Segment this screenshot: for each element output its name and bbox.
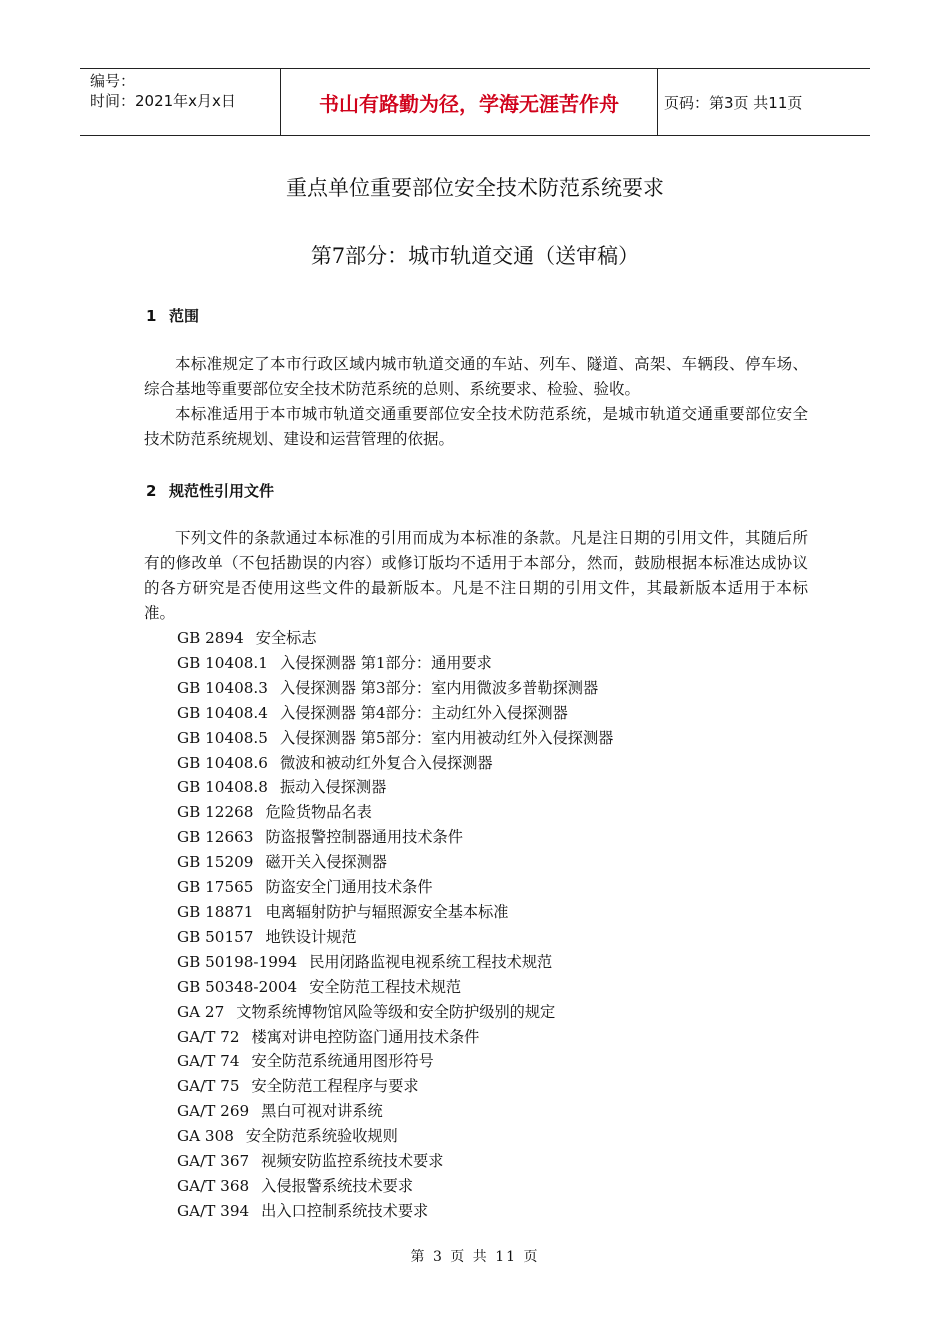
reference-name: 视频安防监控系统技术要求	[261, 1152, 444, 1171]
reference-name: 入侵探测器 第1部分：通用要求	[279, 653, 492, 672]
reference-code: GB 10408.5	[177, 728, 268, 747]
section-1-paragraph-2: 本标准适用于本市城市轨道交通重要部位安全技术防范系统，是城市轨道交通重要部位安全技术防范系统规划、建设和运营管理的依据。	[144, 405, 808, 448]
reference-code: GB 10408.8	[177, 778, 268, 797]
reference-item	[177, 975, 613, 1000]
document-date: 时间：2021年x月x日	[90, 92, 236, 110]
reference-code: GB 10408.6	[177, 753, 268, 772]
section-1-paragraph-1: 本标准规定了本市行政区域内城市轨道交通的车站、列车、隧道、高架、车辆段、停车场、综合基地等重要部位安全技术防范系统的总则、系统要求、检验、验收。	[144, 355, 808, 398]
reference-code: GA/T 75	[177, 1077, 240, 1096]
reference-item	[177, 1199, 613, 1224]
section-number: 1	[146, 307, 157, 325]
reference-name: 防盗安全门通用技术条件	[265, 878, 433, 897]
reference-name: 黑白可视对讲系统	[261, 1102, 383, 1121]
reference-name: 入侵报警系统技术要求	[261, 1176, 414, 1195]
reference-code: GB 50157	[177, 927, 254, 946]
reference-item	[177, 1149, 613, 1174]
reference-item	[177, 1074, 613, 1099]
reference-item	[177, 850, 613, 875]
reference-code: GA 27	[177, 1002, 225, 1021]
reference-code: GB 10408.4	[177, 703, 268, 722]
reference-code: GB 17565	[177, 878, 254, 897]
reference-name: 磁开关入侵探测器	[265, 853, 387, 872]
section-2-heading	[146, 480, 274, 501]
reference-code: GB 12268	[177, 803, 254, 822]
reference-code: GA/T 269	[177, 1102, 250, 1121]
reference-item	[177, 1025, 613, 1050]
reference-name: 危险货物品名表	[265, 803, 372, 822]
reference-code: GA/T 74	[177, 1052, 240, 1071]
page-header	[80, 68, 870, 136]
reference-name: 文物系统博物馆风险等级和安全防护级别的规定	[236, 1002, 556, 1021]
reference-item	[177, 651, 613, 676]
header-page-info: 页码：第3页 共11页	[664, 93, 803, 112]
reference-code: GA/T 367	[177, 1152, 250, 1171]
section-1-heading	[146, 305, 199, 326]
reference-item	[177, 800, 613, 825]
document-subtitle: 第7部分：城市轨道交通（送审稿）	[310, 244, 640, 268]
reference-item	[177, 950, 613, 975]
reference-name: 地铁设计规范	[265, 927, 357, 946]
reference-code: GB 15209	[177, 853, 254, 872]
reference-item	[177, 751, 613, 776]
reference-name: 安全防范系统通用图形符号	[251, 1052, 434, 1071]
reference-name: 安全防范系统验收规则	[245, 1127, 398, 1146]
reference-item	[177, 1124, 613, 1149]
reference-code: GA/T 394	[177, 1201, 250, 1220]
reference-item	[177, 726, 613, 751]
reference-name: 安全防范工程技术规范	[309, 977, 462, 996]
reference-list	[177, 626, 613, 1224]
reference-name: 防盗报警控制器通用技术条件	[265, 828, 463, 847]
document-number-label: 编号：	[90, 72, 136, 90]
reference-name: 入侵探测器 第4部分：主动红外入侵探测器	[279, 703, 568, 722]
reference-item	[177, 626, 613, 651]
section-title: 范围	[169, 307, 200, 325]
reference-item	[177, 1049, 613, 1074]
reference-code: GA/T 72	[177, 1027, 240, 1046]
reference-name: 入侵探测器 第3部分：室内用微波多普勒探测器	[279, 678, 599, 697]
reference-code: GB 2894	[177, 629, 244, 647]
reference-item	[177, 925, 613, 950]
section-2-intro: 下列文件的条款通过本标准的引用而成为本标准的条款。凡是注日期的引用文件，其随后所有的修改单（不包括勘误的内容）或修订版均不适用于本部分，然而，鼓励根据本标准达成协议的各方研究是否使用这些文件的最新版本。凡是不注日期的引用文件，其最新版本适用于本标准。	[144, 529, 808, 622]
reference-name: 民用闭路监视电视系统工程技术规范	[309, 952, 553, 971]
reference-name: 安全防范工程程序与要求	[251, 1077, 419, 1096]
reference-item	[177, 1000, 613, 1025]
reference-code: GA/T 368	[177, 1176, 250, 1195]
reference-code: GB 10408.1	[177, 653, 268, 672]
reference-name: 楼寓对讲电控防盗门通用技术条件	[251, 1027, 480, 1046]
reference-name: 入侵探测器 第5部分：室内用被动红外入侵探测器	[279, 728, 614, 747]
reference-name: 振动入侵探测器	[279, 778, 387, 797]
reference-code: GB 12663	[177, 828, 254, 847]
reference-item	[177, 676, 613, 701]
reference-name: 出入口控制系统技术要求	[261, 1201, 429, 1220]
header-meta	[80, 69, 280, 135]
reference-item	[177, 1174, 613, 1199]
document-title: 重点单位重要部位安全技术防范系统要求	[286, 176, 664, 200]
reference-name: 微波和被动红外复合入侵探测器	[279, 753, 493, 772]
reference-code: GB 10408.3	[177, 678, 268, 697]
page-footer: 第 3 页 共 11 页	[410, 1249, 540, 1265]
reference-item	[177, 1099, 613, 1124]
reference-name: 电离辐射防护与辐照源安全基本标准	[265, 902, 509, 921]
reference-item	[177, 775, 613, 800]
reference-item	[177, 875, 613, 900]
header-motto: 书山有路勤为径，学海无涯苦作舟	[280, 69, 658, 135]
reference-code: GB 50348-2004	[177, 977, 298, 996]
section-title: 规范性引用文件	[169, 482, 275, 500]
section-number: 2	[146, 482, 157, 500]
reference-item	[177, 701, 613, 726]
reference-item	[177, 900, 613, 925]
reference-code: GB 18871	[177, 902, 254, 921]
reference-name: 安全标志	[255, 629, 317, 647]
reference-code: GB 50198-1994	[177, 952, 298, 971]
reference-item	[177, 825, 613, 850]
reference-code: GA 308	[177, 1127, 234, 1146]
